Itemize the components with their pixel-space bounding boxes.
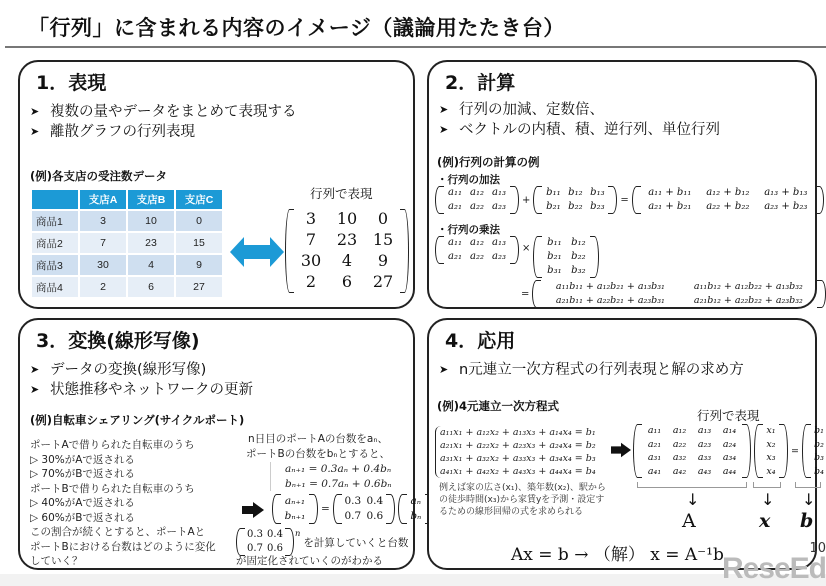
bullet-list — [30, 102, 297, 142]
arrowhead-icon: ➤ — [30, 105, 40, 118]
down-arrow-icon: ↓ — [686, 490, 700, 509]
arrowhead-icon: ➤ — [439, 123, 449, 136]
linear-system: a₁₁x₁ + a₁₂x₂ + a₁₃x₃ + a₁₄x₄ = b₁ a₂₁x₁ + a₂₂x₂ + a₂₃x₃ + a₂₄x₄ = b₂ a₃₁x₁ + a₃₂x₂ + a₃₃x₃ + a₃₄x₄ = b₃ a₄₁x₁ + a₄₂x₂ + a₄₃x₃ + a₄₄x₄ = b₄ — [435, 426, 596, 478]
bullet-item: ➤ 複数の量やデータをまとめて表現する — [30, 104, 297, 120]
down-arrow-icon: ↓ — [802, 490, 816, 509]
example-title: (例)自転車シェアリング(サイクルポート) — [30, 413, 245, 427]
bullet-item: ➤ 離散グラフの行列表現 — [30, 124, 195, 140]
example-title: (例)各支店の受注数データ — [30, 169, 168, 183]
table-row: 商品1 3 10 0 — [32, 211, 222, 231]
order-matrix: 3 10 0 7 23 15 30 4 9 2 6 27 — [285, 209, 409, 293]
table-header — [32, 190, 78, 209]
panel-heading: 4．応用 — [445, 330, 516, 352]
label-A: A — [682, 510, 696, 532]
table-row: 商品4 2 6 27 — [32, 277, 222, 297]
transition-intro: n日目のポートAの台数をaₙ、 ポートBの台数をbₙとすると、 — [246, 433, 391, 460]
brace-A — [637, 482, 747, 488]
panel-calculation — [427, 60, 817, 309]
arrowhead-icon: ➤ — [30, 383, 40, 396]
title-divider — [5, 46, 826, 48]
table-row: 商品2 7 23 15 — [32, 233, 222, 253]
multiplication-equation: a₁₁ a₁₂ a₁₃ a₂₁ a₂₂ a₂₃ × b₁₁ b₁₂ b₂₁ b₂₂ b₃₁ b₃₂ — [435, 236, 599, 278]
bullet-item: ➤ n元連立一次方程式の行列表現と解の求め方 — [439, 362, 744, 378]
panel-heading: 3．変換(線形写像) — [36, 330, 200, 352]
recurrence-equations: aₙ₊₁ = 0.3aₙ + 0.4bₙ bₙ₊₁ = 0.7aₙ + 0.6bₙ — [270, 462, 392, 491]
example-title: (例)4元連立一次方程式 — [437, 399, 560, 413]
panel-transformation — [18, 318, 422, 570]
arrowhead-icon: ➤ — [30, 125, 40, 138]
orders-table — [30, 188, 224, 299]
conclusion-text: が固定化されていくのがわかる — [236, 555, 383, 567]
addition-label: ・行列の加法 — [437, 174, 500, 186]
addition-equation: a₁₁ a₁₂ a₁₃ a₂₁ a₂₂ a₂₃ + b₁₁ b₁₂ b₁₃ b₂₁ b₂₂ b₂₃ = a₁₁ + b₁₁ a₁₂ + b₁₂ a₁₃ + b₁₃ a₂₁ + b₂₁ a₂₂ + b₂₂ a₂₃ + b₂₃ — [435, 186, 824, 214]
bullet-list — [439, 360, 744, 380]
page-number: 10 — [809, 541, 826, 556]
brace-b — [795, 482, 821, 488]
example-title: (例)行列の計算の例 — [437, 155, 540, 169]
watermark-logo: ReseEd — [721, 552, 826, 585]
arrowhead-icon: ➤ — [439, 363, 449, 376]
panel-heading: 1．表現 — [36, 72, 107, 94]
table-header: 支店C — [176, 190, 222, 209]
matrix-recurrence: aₙ₊₁ bₙ₊₁ = 0.3 0.4 0.7 0.6 aₙ bₙ — [272, 494, 434, 524]
footer-bar — [0, 574, 826, 586]
bullet-list — [439, 100, 720, 140]
regression-note: 例えば家の広さ(x₁)、築年数(x₂)、駅から の徒歩時間(x₃)から家賃yを予測・設定す るための線形回帰の式を求められる — [439, 483, 606, 517]
matrix-label: 行列で表現 — [310, 186, 373, 201]
arrowhead-icon: ➤ — [30, 363, 40, 376]
bullet-item: ➤ データの変換(線形写像) — [30, 362, 207, 378]
matrix-label: 行列で表現 — [697, 408, 760, 423]
matrix-equation: a₁₁ a₁₂ a₁₃ a₁₄ a₂₁ a₂₂ a₂₃ a₂₄ a₃₁ a₃₂ a₃₃ a₃₄ a₄₁ a₄₂ a₄₃ a₄₄ x₁ x₂ x₃ x₄ = b₁ b₂ b₃ b₄ — [633, 424, 826, 478]
bullet-item: ➤ ベクトルの内積、積、逆行列、単位行列 — [439, 122, 720, 138]
table-header: 支店A — [80, 190, 126, 209]
multiplication-label: ・行列の乗法 — [437, 224, 500, 236]
panel-representation — [18, 60, 415, 309]
page-title: 「行列」に含まれる内容のイメージ（議論用たたき台） — [28, 16, 565, 40]
table-row: 商品3 30 4 9 — [32, 255, 222, 275]
bullet-item: ➤ 状態推移やネットワークの更新 — [30, 382, 253, 398]
double-arrow-icon — [230, 237, 284, 267]
arrowhead-icon: ➤ — [439, 103, 449, 116]
down-arrow-icon: ↓ — [761, 490, 775, 509]
bullet-item: ➤ 行列の加減、定数倍、 — [439, 102, 604, 118]
table-header: 支店B — [128, 190, 174, 209]
label-b: b — [800, 510, 814, 532]
right-arrow-icon — [242, 502, 264, 518]
matrix-power: 0.3 0.4 0.7 0.6 $^n$ を計算していくと台数 — [236, 528, 408, 556]
panel-heading: 2．計算 — [445, 72, 516, 94]
label-x: x — [759, 510, 771, 532]
brace-x — [753, 482, 781, 488]
solution-equation: Ax = b → （解） x = A⁻¹b — [511, 545, 724, 565]
right-arrow-icon — [611, 442, 631, 458]
multiplication-result: = a₁₁b₁₁ + a₁₂b₂₁ + a₁₃b₃₁ a₁₁b₁₂ + a₁₂b₂₂ + a₁₃b₃₂ a₂₁b₁₁ + a₂₂b₂₁ + a₂₃b₃₁ a₂₁b₁₂ + a₂₂b₂₂ + a₂₃b₃₂ — [521, 280, 826, 308]
bike-share-description: ポートAで借りられた自転車のうち ▷ 30%がAで返される ▷ 70%がBで返される ポートBで借りられた自転車のうち ▷ 40%がAで返される ▷ 60%がBで返される この割合が続くとすると、ポートAと ポートBにおける台数はどのように変化 していく？ — [30, 439, 216, 567]
bullet-list — [30, 360, 253, 400]
